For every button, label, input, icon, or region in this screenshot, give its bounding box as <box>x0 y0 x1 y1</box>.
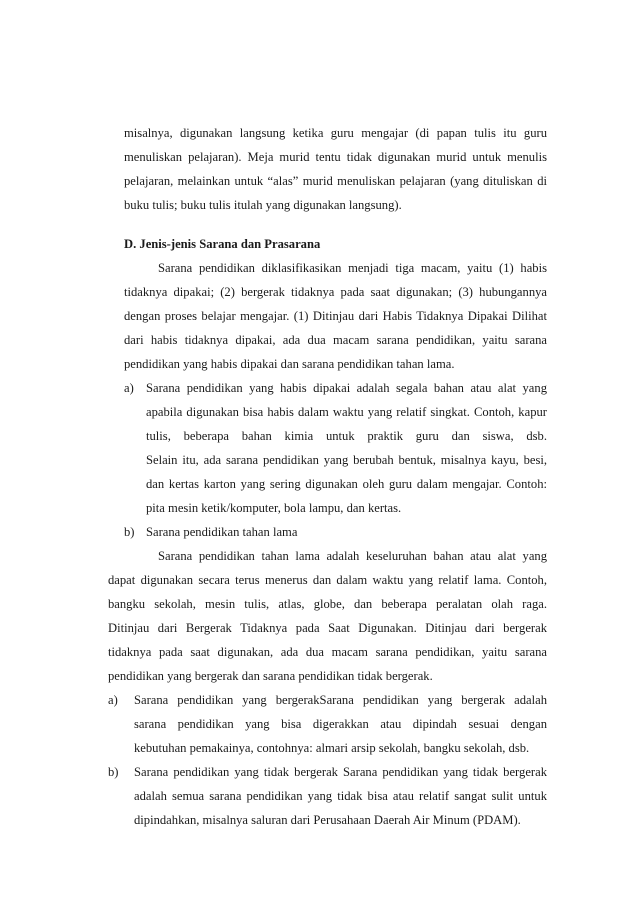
list-marker: a) <box>108 693 118 707</box>
list-item-line: dipindahkan, misalnya saluran dari Perusahaan Daerah Air Minum (PDAM). <box>134 813 521 827</box>
list-item-line: dan kertas karton yang sering digunakan oleh guru dalam mengajar. Contoh: <box>146 477 547 491</box>
paragraph-line: pelajaran, melainkan untuk “alas” murid menuliskan pelajaran (yang dituliskan di <box>124 174 547 188</box>
paragraph-line: Sarana pendidikan tahan lama adalah keseluruhan bahan atau alat yang <box>158 549 547 563</box>
list-item-line: adalah semua sarana pendidikan yang tidak bisa atau relatif sangat sulit untuk <box>134 789 547 803</box>
section-heading: D. Jenis-jenis Sarana dan Prasarana <box>124 237 321 251</box>
paragraph-line: dapat digunakan secara terus menerus dan dalam waktu yang relatif lama. Contoh, <box>108 573 547 587</box>
list-item-line: pita mesin ketik/komputer, bola lampu, dan kertas. <box>146 501 402 515</box>
paragraph-line: misalnya, digunakan langsung ketika guru mengajar (di papan tulis itu guru <box>124 126 547 140</box>
paragraph-line: Ditinjau dari Bergerak Tidaknya pada Saat Digunakan. Ditinjau dari bergerak <box>108 621 547 635</box>
paragraph-line: buku tulis; buku tulis itulah yang digunakan langsung). <box>124 198 402 212</box>
paragraph-line: dengan proses belajar mengajar. (1) Ditinjau dari Habis Tidaknya Dipakai Dilihat <box>124 309 547 323</box>
paragraph-line: Sarana pendidikan diklasifikasikan menjadi tiga macam, yaitu (1) habis <box>158 261 547 275</box>
list-item-line: apabila digunakan bisa habis dalam waktu yang relatif singkat. Contoh, kapur <box>146 405 547 419</box>
list-item-line: Selain itu, ada sarana pendidikan yang berubah bentuk, misalnya kayu, besi, <box>146 453 547 467</box>
paragraph-line: pendidikan yang bergerak dan sarana pendidikan tidak bergerak. <box>108 669 433 683</box>
paragraph-line: bangku sekolah, mesin tulis, atlas, globe, dan beberapa peralatan olah raga. <box>108 597 547 611</box>
list-item-line: kebutuhan pemakainya, contohnya: almari arsip sekolah, bangku sekolah, dsb. <box>134 741 530 755</box>
list-marker: b) <box>124 525 135 539</box>
list-item-line: tulis, beberapa bahan kimia untuk praktik guru dan siswa, dsb. <box>146 429 547 443</box>
paragraph-line: pendidikan yang habis dipakai dan sarana pendidikan tahan lama. <box>124 357 455 371</box>
list-item-label: Sarana pendidikan tahan lama <box>146 525 298 539</box>
list-item-line: Sarana pendidikan yang habis dipakai adalah segala bahan atau alat yang <box>146 381 547 395</box>
list-marker: b) <box>108 765 119 779</box>
list-item-line: Sarana pendidikan yang bergerakSarana pendidikan yang bergerak adalah <box>134 693 547 707</box>
paragraph-line: menuliskan pelajaran). Meja murid tentu tidak digunakan murid untuk menulis <box>124 150 547 164</box>
paragraph-line: tidaknya dipakai; (2) bergerak tidaknya pada saat digunakan; (3) hubungannya <box>124 285 547 299</box>
list-item-line: Sarana pendidikan yang tidak bergerak Sarana pendidikan yang tidak bergerak <box>134 765 547 779</box>
paragraph-line: tidaknya pada saat digunakan, ada dua macam sarana pendidikan, yaitu sarana <box>108 645 547 659</box>
list-marker: a) <box>124 381 134 395</box>
list-item-line: sarana pendidikan yang bisa digerakkan atau dipindah sesuai dengan <box>134 717 547 731</box>
paragraph-line: dari habis tidaknya dipakai, ada dua macam sarana pendidikan, yaitu sarana <box>124 333 547 347</box>
